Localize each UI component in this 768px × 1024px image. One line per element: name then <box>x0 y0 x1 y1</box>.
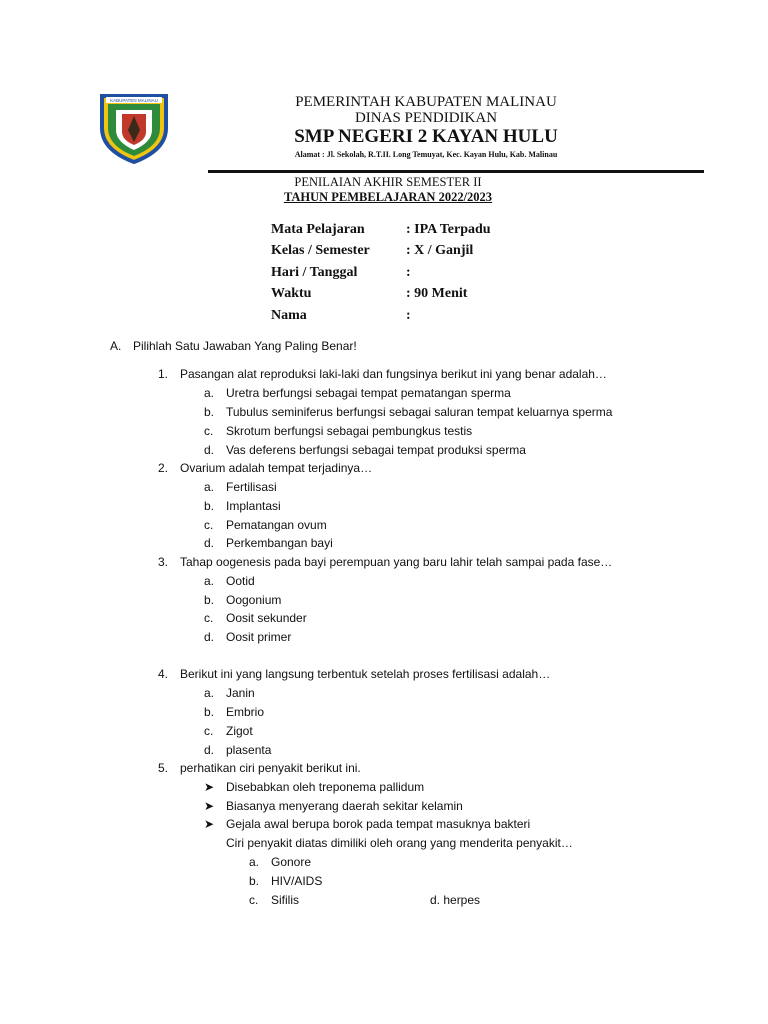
option-text: Ootid <box>226 574 255 588</box>
option-key: c. <box>204 724 214 738</box>
option-key: b. <box>204 593 215 607</box>
identity-label: Nama <box>271 308 307 323</box>
option-text: Tubulus seminiferus berfungsi sebagai saluran tempat keluarnya sperma <box>226 405 613 419</box>
option-key: c. <box>204 424 214 438</box>
option-key: a. <box>204 686 215 700</box>
exam-year: TAHUN PEMBELAJARAN 2022/2023 <box>283 190 493 204</box>
header-school-name: SMP NEGERI 2 KAYAN HULU <box>294 126 558 147</box>
option-key: b. <box>204 405 215 419</box>
identity-label: Waktu <box>271 286 312 301</box>
question-number: 1. <box>158 367 169 381</box>
option-key: c. <box>204 518 214 532</box>
question-number: 5. <box>158 761 169 775</box>
identity-value: : IPA Terpadu <box>406 222 491 237</box>
section-title: Pilihlah Satu Jawaban Yang Paling Benar! <box>133 339 357 353</box>
identity-value: : 90 Menit <box>406 286 468 301</box>
identity-label: Kelas / Semester <box>271 243 370 258</box>
option-key: b. <box>204 499 215 513</box>
option-text: Janin <box>226 686 255 700</box>
option-key: d. <box>204 630 215 644</box>
question-number: 2. <box>158 461 169 475</box>
identity-value: : X / Ganjil <box>406 243 474 258</box>
question-text: Tahap oogenesis pada bayi perempuan yang baru lahir telah sampai pada fase… <box>180 555 613 569</box>
option-key: d. <box>204 743 215 757</box>
identity-value: : <box>406 308 411 323</box>
question-text: Berikut ini yang langsung terbentuk setelah proses fertilisasi adalah… <box>180 667 551 681</box>
header-divider <box>208 170 704 173</box>
option-key: a. <box>204 480 215 494</box>
option-text: Gonore <box>271 855 312 869</box>
bullet-text: Biasanya menyerang daerah sekitar kelamin <box>226 799 463 813</box>
option-text: Oosit primer <box>226 630 292 644</box>
identity-value: : <box>406 265 411 280</box>
option-key: a. <box>249 855 260 869</box>
header-address: Alamat : Jl. Sekolah, R.T.II. Long Temuyat, Kec. Kayan Hulu, Kab. Malinau <box>294 150 558 159</box>
question-number: 3. <box>158 555 169 569</box>
option-key: b. <box>249 874 260 888</box>
option-text: Oogonium <box>226 593 282 607</box>
arrow-bullet-icon: ➤ <box>204 780 215 794</box>
option-text: Implantasi <box>226 499 281 513</box>
bullet-text: Gejala awal berupa borok pada tempat masuknya bakteri <box>226 817 531 831</box>
option-text: Oosit sekunder <box>226 611 307 625</box>
bullet-text: Disebabkan oleh treponema pallidum <box>226 780 425 794</box>
option-text: Fertilisasi <box>226 480 277 494</box>
option-text: Sifilis <box>271 893 300 907</box>
option-key: d. <box>204 443 215 457</box>
option-key: c. <box>204 611 214 625</box>
arrow-bullet-icon: ➤ <box>204 799 215 813</box>
option-text: HIV/AIDS <box>271 874 323 888</box>
question-text: Pasangan alat reproduksi laki-laki dan fungsinya berikut ini yang benar adalah… <box>180 367 607 381</box>
option-text: Zigot <box>226 724 253 738</box>
option-key: c. <box>249 893 259 907</box>
option-text: Embrio <box>226 705 265 719</box>
option-text: Pematangan ovum <box>226 518 327 532</box>
section-letter: A. <box>110 339 122 353</box>
option-text: Perkembangan bayi <box>226 536 333 550</box>
question-number: 4. <box>158 667 169 681</box>
option-key: a. <box>204 574 215 588</box>
option-key: d. <box>204 536 215 550</box>
question-stem: Ciri penyakit diatas dimiliki oleh orang yang menderita penyakit… <box>226 836 573 850</box>
header-department: DINAS PENDIDIKAN <box>354 110 498 126</box>
exam-title: PENILAIAN AKHIR SEMESTER II <box>294 175 482 189</box>
arrow-bullet-icon: ➤ <box>204 817 215 831</box>
logo-label: KABUPATEN MALINAU <box>110 98 158 103</box>
option-text: Uretra berfungsi sebagai tempat pematangan sperma <box>226 386 511 400</box>
question-text: perhatikan ciri penyakit berikut ini. <box>180 761 361 775</box>
option-text: Vas deferens berfungsi sebagai tempat produksi sperma <box>226 443 526 457</box>
option-text: plasenta <box>226 743 272 757</box>
option-key: a. <box>204 386 215 400</box>
identity-label: Mata Pelajaran <box>271 222 365 237</box>
option-key: b. <box>204 705 215 719</box>
header-government: PEMERINTAH KABUPATEN MALINAU <box>295 94 557 110</box>
identity-label: Hari / Tanggal <box>271 265 358 280</box>
question-text: Ovarium adalah tempat terjadinya… <box>180 461 373 475</box>
option-text: d. herpes <box>430 893 481 907</box>
option-text: Skrotum berfungsi sebagai pembungkus testis <box>226 424 473 438</box>
